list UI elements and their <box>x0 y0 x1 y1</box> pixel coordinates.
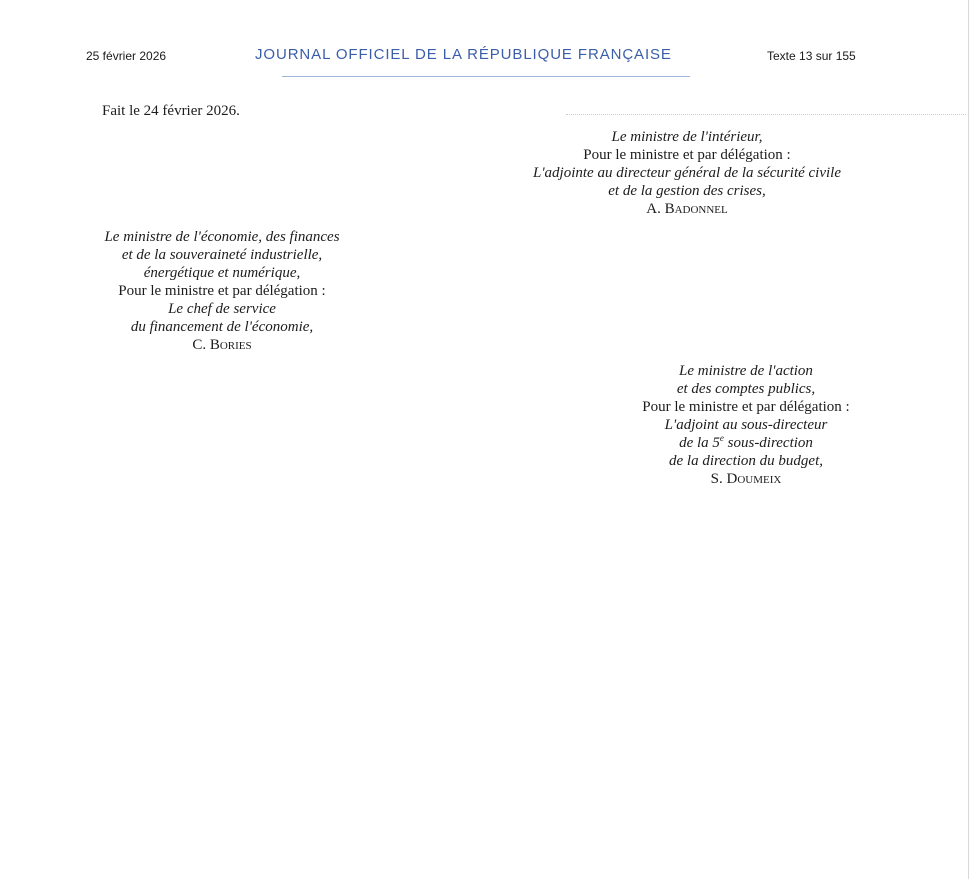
page-reference: Texte 13 sur 155 <box>767 49 856 63</box>
delegation-line: Pour le ministre et par délégation : <box>118 283 326 299</box>
minister-title-line: énergétique et numérique, <box>143 265 301 281</box>
role-text: de la 5 <box>679 435 720 451</box>
signatory-role-line: de la direction du budget, <box>669 453 823 469</box>
delegation-line: Pour le ministre et par délégation : <box>642 399 850 415</box>
signatory-initial: A. <box>646 201 661 217</box>
minister-title-line: et des comptes publics, <box>676 381 816 397</box>
signatory-surname: Doumeix <box>726 471 782 487</box>
signature-economy-minister <box>62 228 382 354</box>
signature-interior-minister <box>492 128 882 218</box>
signatory-name <box>492 200 882 218</box>
header-date: 25 février 2026 <box>86 49 167 63</box>
minister-title-line: Le ministre de l'action <box>679 363 813 379</box>
signatory-role-line: L'adjointe au directeur général de la sécurité civile <box>533 165 841 181</box>
signatory-surname: Bories <box>209 337 252 353</box>
ordinal-superscript: e <box>719 433 724 443</box>
signatory-name <box>606 470 886 488</box>
minister-title-line: Le ministre de l'économie, des finances <box>104 229 340 245</box>
signatory-role-line: L'adjoint au sous-directeur <box>664 417 828 433</box>
delegation-line: Pour le ministre et par délégation : <box>583 147 791 163</box>
signatory-initial: C. <box>192 337 207 353</box>
signature-public-accounts-minister <box>606 362 886 488</box>
signatory-surname: Badonnel <box>664 201 728 217</box>
journal-title: JOURNAL OFFICIEL DE LA RÉPUBLIQUE FRANÇAISE <box>255 46 672 63</box>
signatory-role-line: du financement de l'économie, <box>130 319 314 335</box>
signatory-role-line: Le chef de service <box>168 301 276 317</box>
signatory-role-line: et de la gestion des crises, <box>608 183 766 199</box>
signatory-name <box>62 336 382 354</box>
signed-at: Fait le 24 février 2026. <box>102 103 240 119</box>
role-text: sous-direction <box>723 435 813 451</box>
signatory-initial: S. <box>710 471 723 487</box>
minister-title-line: et de la souveraineté industrielle, <box>121 247 323 263</box>
minister-title: Le ministre de l'intérieur, <box>611 129 763 145</box>
header-rule <box>282 76 690 77</box>
bleed-through-marks <box>566 114 966 117</box>
signatory-role-line <box>606 434 886 452</box>
scan-edge <box>968 0 969 879</box>
